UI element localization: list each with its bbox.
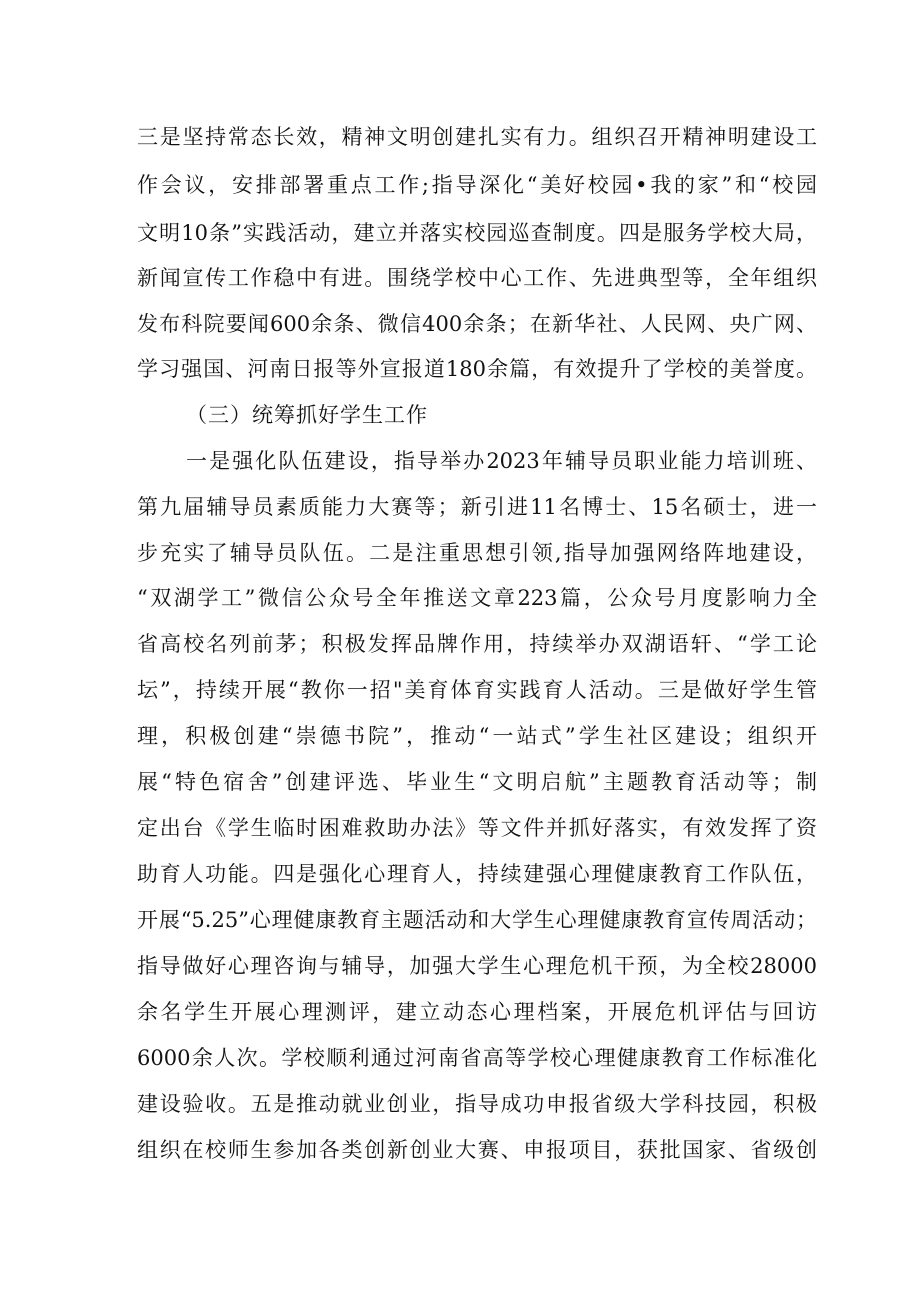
section-heading: （三）统筹抓好学生工作 (186, 403, 428, 427)
body-text-line: 余名学生开展心理测评，建立动态心理档案，开展危机评估与回访 (137, 1000, 817, 1024)
body-text-line: 定出台《学生临时困难救助办法》等文件并抓好落实，有效发挥了资 (137, 816, 817, 840)
body-text-line: 指导做好心理咨询与辅导，加强大学生心理危机干预，为全校28000 (137, 954, 817, 978)
body-text-line: 三是坚持常态长效，精神文明创建扎实有力。组织召开精神明建设工 (137, 125, 817, 149)
body-text-line: 步充实了辅导员队伍。二是注重思想引领,指导加强网络阵地建设， (137, 541, 817, 565)
body-text-line: 学习强国、河南日报等外宣报道180余篇，有效提升了学校的美誉度。 (137, 357, 817, 381)
body-text-line: 组织在校师生参加各类创新创业大赛、申报项目，获批国家、省级创 (137, 1138, 817, 1162)
body-text-line: “双湖学工”微信公众号全年推送文章223篇，公众号月度影响力全 (137, 586, 817, 610)
body-text-line: 作会议，安排部署重点工作;指导深化“美好校园•我的家”和“校园 (137, 173, 817, 197)
body-text-line: 理，积极创建“崇德书院”，推动“一站式”学生社区建设；组织开 (137, 724, 817, 748)
body-text-line: 助育人功能。四是强化心理育人，持续建强心理健康教育工作队伍， (137, 862, 817, 886)
body-text-line: 6000余人次。学校顺利通过河南省高等学校心理健康教育工作标准化 (137, 1046, 817, 1070)
body-text-line: 发布科院要闻600余条、微信400余条；在新华社、人民网、央广网、 (137, 312, 817, 336)
body-text-line: 省高校名列前茅；积极发挥品牌作用，持续举办双湖语轩、“学工论 (137, 632, 817, 656)
body-text-line: 坛”，持续开展“教你一招"美育体育实践育人活动。三是做好学生管 (137, 678, 817, 702)
body-text-line: 建设验收。五是推动就业创业，指导成功申报省级大学科技园，积极 (137, 1092, 817, 1116)
body-text-line: 开展“5.25”心理健康教育主题活动和大学生心理健康教育宣传周活动； (137, 908, 817, 932)
body-text-line: 文明10条”实践活动，建立并落实校园巡查制度。四是服务学校大局， (137, 221, 817, 245)
body-text-line: 第九届辅导员素质能力大赛等；新引进11名博士、15名硕士，进一 (137, 495, 817, 519)
body-text-line: 展“特色宿舍”创建评选、毕业生“文明启航”主题教育活动等；制 (137, 770, 817, 794)
body-text-line: 新闻宣传工作稳中有进。围绕学校中心工作、先进典型等，全年组织 (137, 266, 817, 290)
paragraph-first-line: 一是强化队伍建设，指导举办2023年辅导员职业能力培训班、 (186, 449, 817, 473)
